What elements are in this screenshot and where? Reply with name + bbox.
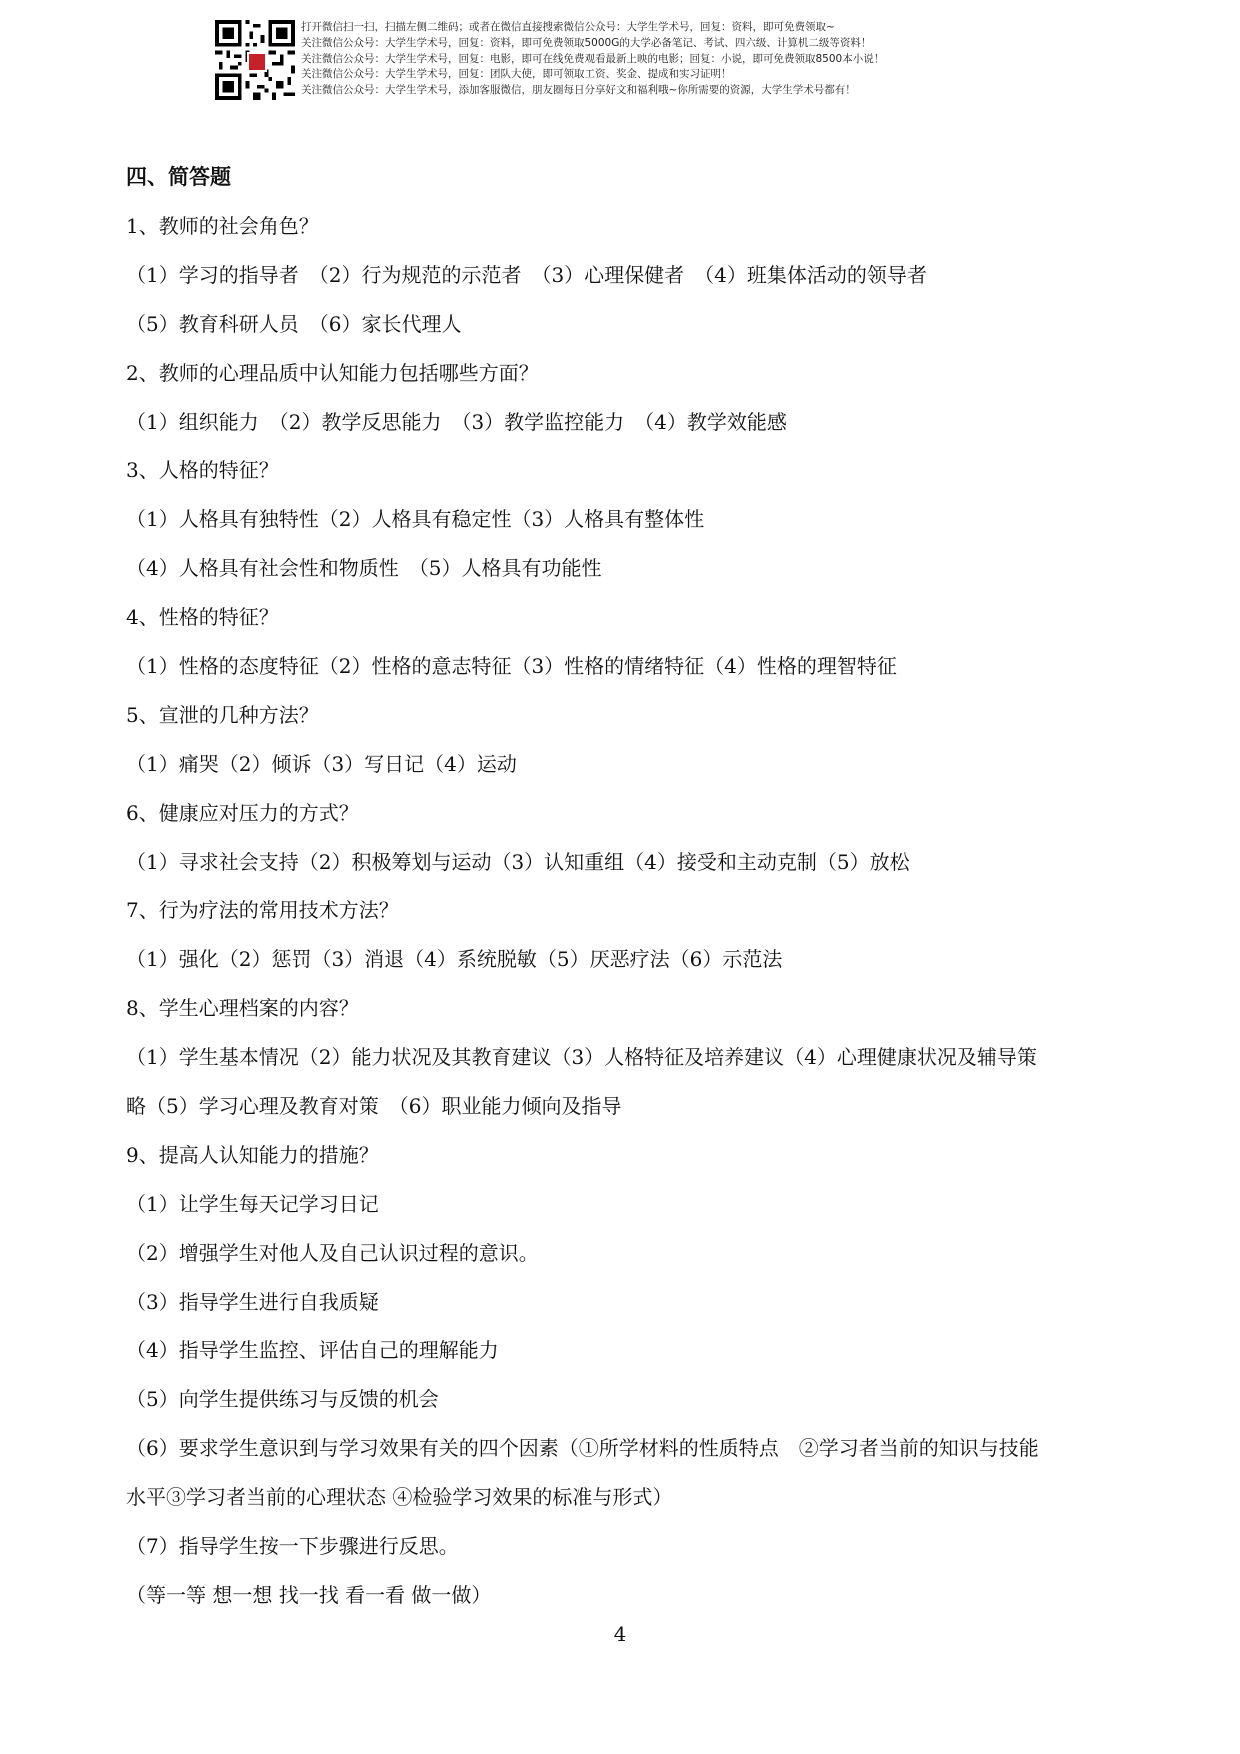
question-line: 3、人格的特征？ <box>126 458 279 483</box>
answer-line: （1）寻求社会支持（2）积极筹划与运动（3）认知重组（4）接受和主动克制（5）放松 <box>126 849 910 874</box>
answer-line: （7）指导学生按一下步骤进行反思。 <box>126 1534 459 1559</box>
answer-line: （3）指导学生进行自我质疑 <box>126 1289 379 1314</box>
header-line: 关注微信公众号：大学生学术号，添加客服微信，朋友圈每日分享好文和福利哦~你所需要的资源，大学生学术号都有！ <box>301 84 856 97</box>
answer-line: 略（5）学习心理及教育对策 （6）职业能力倾向及指导 <box>126 1094 622 1119</box>
answer-line: （1）痛哭（2）倾诉（3）写日记（4）运动 <box>126 751 517 776</box>
answer-line: 水平③学习者当前的心理状态 ④检验学习效果的标准与形式） <box>126 1485 673 1510</box>
question-line: 4、性格的特征？ <box>126 605 279 630</box>
answer-line: （1）学习的指导者 （2）行为规范的示范者 （3）心理保健者 （4）班集体活动的领导者 <box>126 262 927 287</box>
answer-line: （1）人格具有独特性（2）人格具有稳定性（3）人格具有整体性 <box>126 507 705 532</box>
header <box>215 18 1035 104</box>
answer-line: （1）性格的态度特征（2）性格的意志特征（3）性格的情绪特征（4）性格的理智特征 <box>126 654 897 679</box>
answer-line: （5）向学生提供练习与反馈的机会 <box>126 1387 439 1412</box>
question-line: 6、健康应对压力的方式？ <box>126 800 359 825</box>
answer-line: （等一等 想一想 找一找 看一看 做一做） <box>126 1582 492 1607</box>
section-title: 四、简答题 <box>126 164 231 189</box>
qr-logo-icon <box>247 52 267 72</box>
question-line: 5、宣泄的几种方法？ <box>126 702 319 727</box>
header-line: 打开微信扫一扫，扫描左侧二维码；或者在微信直接搜索微信公众号：大学生学术号，回复：资料，即可免费领取~ <box>301 21 835 33</box>
question-line: 7、行为疗法的常用技术方法？ <box>126 898 399 923</box>
header-notice <box>301 20 1041 99</box>
header-line: 关注微信公众号：大学生学术号，回复：电影，即可在线免费观看最新上映的电影；回复：小说，即可免费领取8500本小说！ <box>301 52 885 65</box>
answer-line: （2）增强学生对他人及自己认识过程的意识。 <box>126 1240 539 1265</box>
question-line: 1、教师的社会角色？ <box>126 214 319 238</box>
document-body <box>126 152 1136 1620</box>
page-number: 4 <box>613 1622 627 1646</box>
header-line: 关注微信公众号：大学生学术号，回复：团队大使，即可领取工资、奖金、提成和实习证明！ <box>301 68 732 81</box>
answer-line: （4）人格具有社会性和物质性 （5）人格具有功能性 <box>126 556 602 581</box>
qr-code-image <box>215 20 295 100</box>
answer-line: （4）指导学生监控、评估自己的理解能力 <box>126 1338 499 1363</box>
header-line: 关注微信公众号：大学生学术号，回复：资料，即可免费领取5000G的大学必备笔记、考试、四六级、计算机二级等资料！ <box>301 36 872 49</box>
answer-line: （1）让学生每天记学习日记 <box>126 1191 379 1216</box>
answer-line: （1）强化（2）惩罚（3）消退（4）系统脱敏（5）厌恶疗法（6）示范法 <box>126 947 783 972</box>
answer-line: （1）学生基本情况（2）能力状况及其教育建议（3）人格特征及培养建议（4）心理健康状况及辅导策 <box>126 1045 1037 1070</box>
question-line: 2、教师的心理品质中认知能力包括哪些方面？ <box>126 360 539 385</box>
question-line: 9、提高人认知能力的措施？ <box>126 1142 379 1167</box>
answer-line: （5）教育科研人员 （6）家长代理人 <box>126 311 462 336</box>
answer-line: （1）组织能力 （2）教学反思能力 （3）教学监控能力 （4）教学效能感 <box>126 409 787 434</box>
answer-line: （6）要求学生意识到与学习效果有关的四个因素（①所学材料的性质特点 ②学习者当前的知识与技能 <box>126 1436 1039 1461</box>
question-line: 8、学生心理档案的内容？ <box>126 996 359 1021</box>
